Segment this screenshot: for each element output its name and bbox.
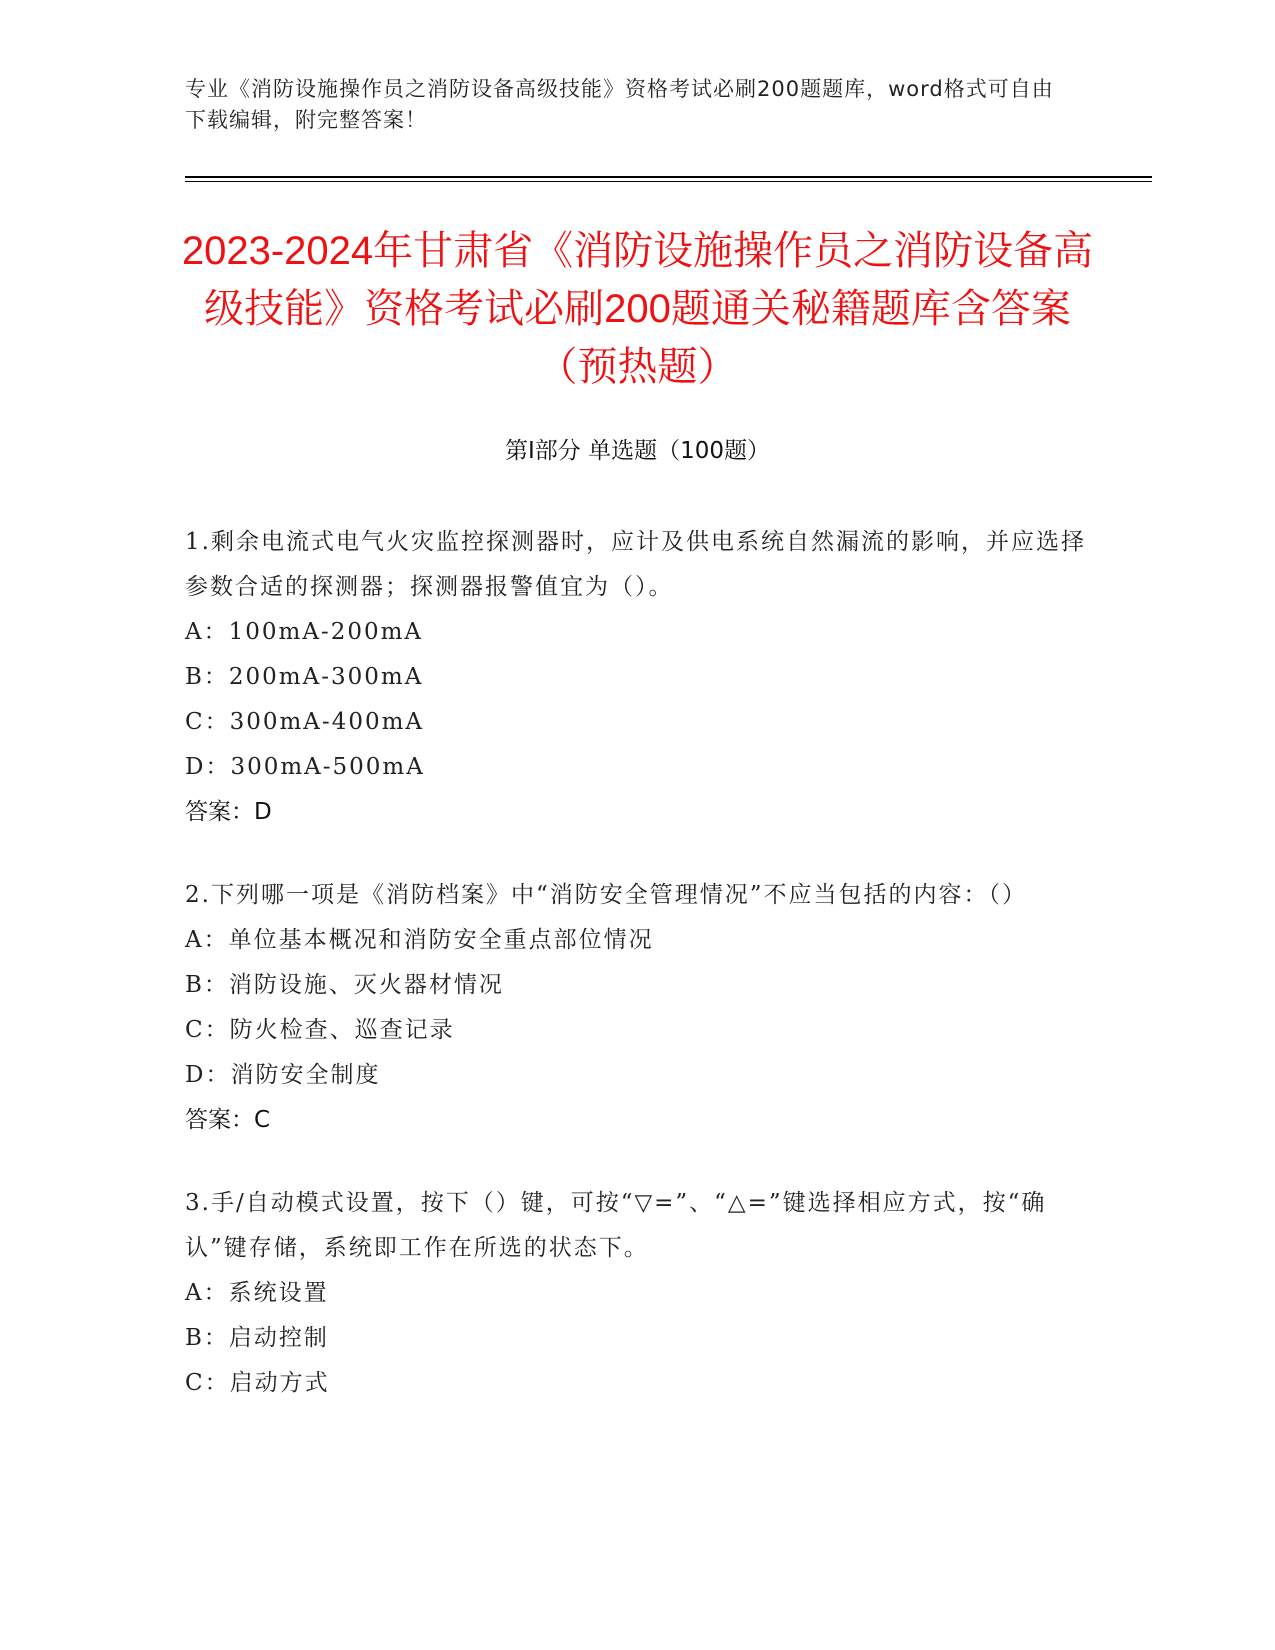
option-c: C：启动方式 <box>185 1370 330 1396</box>
question-stem: 1.剩余电流式电气火灾监控探测器时，应计及供电系统自然漏流的影响，并应选择参数合适的探测器；探测器报警值宜为（）。 <box>185 529 1086 600</box>
document-title: 2023-2024年甘肃省《消防设施操作员之消防设备高级技能》资格考试必刷200题通关秘籍题库含答案（预热题） <box>181 229 1094 389</box>
option-d: D：消防安全制度 <box>185 1062 381 1088</box>
question-3 <box>185 1181 1090 1406</box>
option-c: C：300mA-400mA <box>185 709 425 735</box>
question-2 <box>185 873 1090 1143</box>
option-d: D：300mA-500mA <box>185 754 425 780</box>
question-stem: 2.下列哪一项是《消防档案》中“消防安全管理情况”不应当包括的内容：（） <box>185 882 1027 908</box>
option-a: A：单位基本概况和消防安全重点部位情况 <box>185 927 654 953</box>
answer: 答案：D <box>185 799 272 825</box>
question-1 <box>185 520 1090 835</box>
option-c: C：防火检查、巡查记录 <box>185 1017 455 1043</box>
option-b: B：200mA-300mA <box>185 664 424 690</box>
header-divider-thin <box>185 181 1152 182</box>
option-b: B：消防设施、灭火器材情况 <box>185 972 504 998</box>
option-b: B：启动控制 <box>185 1325 329 1351</box>
option-a: A：100mA-200mA <box>185 619 424 645</box>
header-divider-thick <box>185 176 1152 178</box>
option-a: A：系统设置 <box>185 1280 329 1306</box>
question-stem: 3.手/自动模式设置，按下（）键，可按“▽=”、“△=”键选择相应方式，按“确认”键存储，系统即工作在所选的状态下。 <box>185 1190 1047 1261</box>
question-list <box>185 520 1090 1444</box>
section-title: 第Ⅰ部分 单选题（100题） <box>505 438 770 464</box>
header-note: 专业《消防设施操作员之消防设备高级技能》资格考试必刷200题题库，word格式可自由下载编辑，附完整答案！ <box>185 77 1054 132</box>
answer: 答案：C <box>185 1107 271 1133</box>
